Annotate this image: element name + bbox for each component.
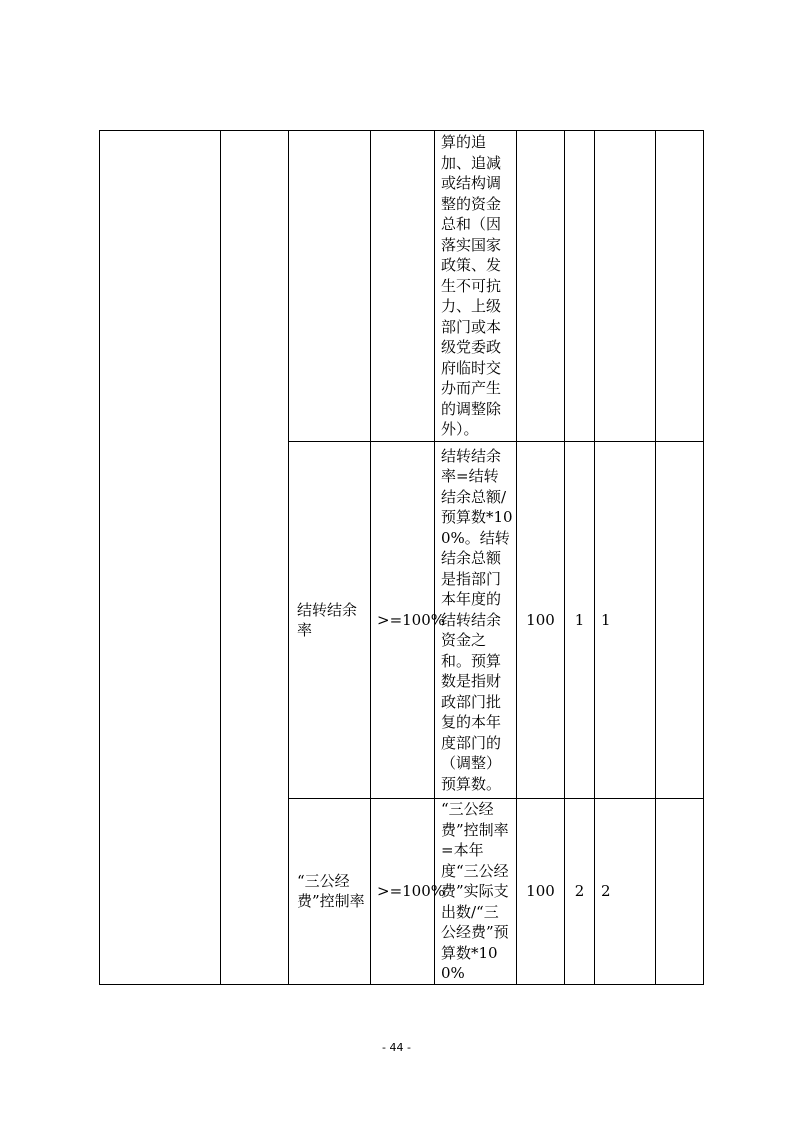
score-cell: 1 (595, 442, 656, 799)
target-cell: >=100% (371, 442, 435, 799)
table-row (100, 131, 704, 442)
indicator-cell: 结转结余率 (289, 442, 371, 799)
weight-cell: 2 (565, 799, 595, 985)
page-number: - 44 - (382, 1041, 411, 1054)
performance-indicator-table (99, 130, 704, 985)
score-cell (595, 131, 656, 442)
indicator-cell: “三公经费”控制率 (289, 799, 371, 985)
score-cell: 2 (595, 799, 656, 985)
description-cell: 结转结余率=结转结余总额/预算数*100%。结转结余总额是指部门本年度的结转结余资金之和。预算数是指财政部门批复的本年度部门的（调整）预算数。 (435, 442, 517, 799)
remark-cell (656, 131, 704, 442)
indicator-cell (289, 131, 371, 442)
target-cell: >=100% (371, 799, 435, 985)
description-cell: “三公经费”控制率=本年度“三公经费”实际支出数/“三公经费”预算数*100% (435, 799, 517, 985)
category-cell (100, 131, 221, 985)
weight-cell: 1 (565, 442, 595, 799)
description-cell: 算的追加、追减或结构调整的资金总和（因落实国家政策、发生不可抗力、上级部门或本级党委政府临时交办而产生的调整除外）。 (435, 131, 517, 442)
full-score-cell: 100 (517, 799, 565, 985)
weight-cell (565, 131, 595, 442)
target-cell (371, 131, 435, 442)
remark-cell (656, 799, 704, 985)
full-score-cell: 100 (517, 442, 565, 799)
subcategory-cell (221, 131, 289, 985)
remark-cell (656, 442, 704, 799)
full-score-cell (517, 131, 565, 442)
